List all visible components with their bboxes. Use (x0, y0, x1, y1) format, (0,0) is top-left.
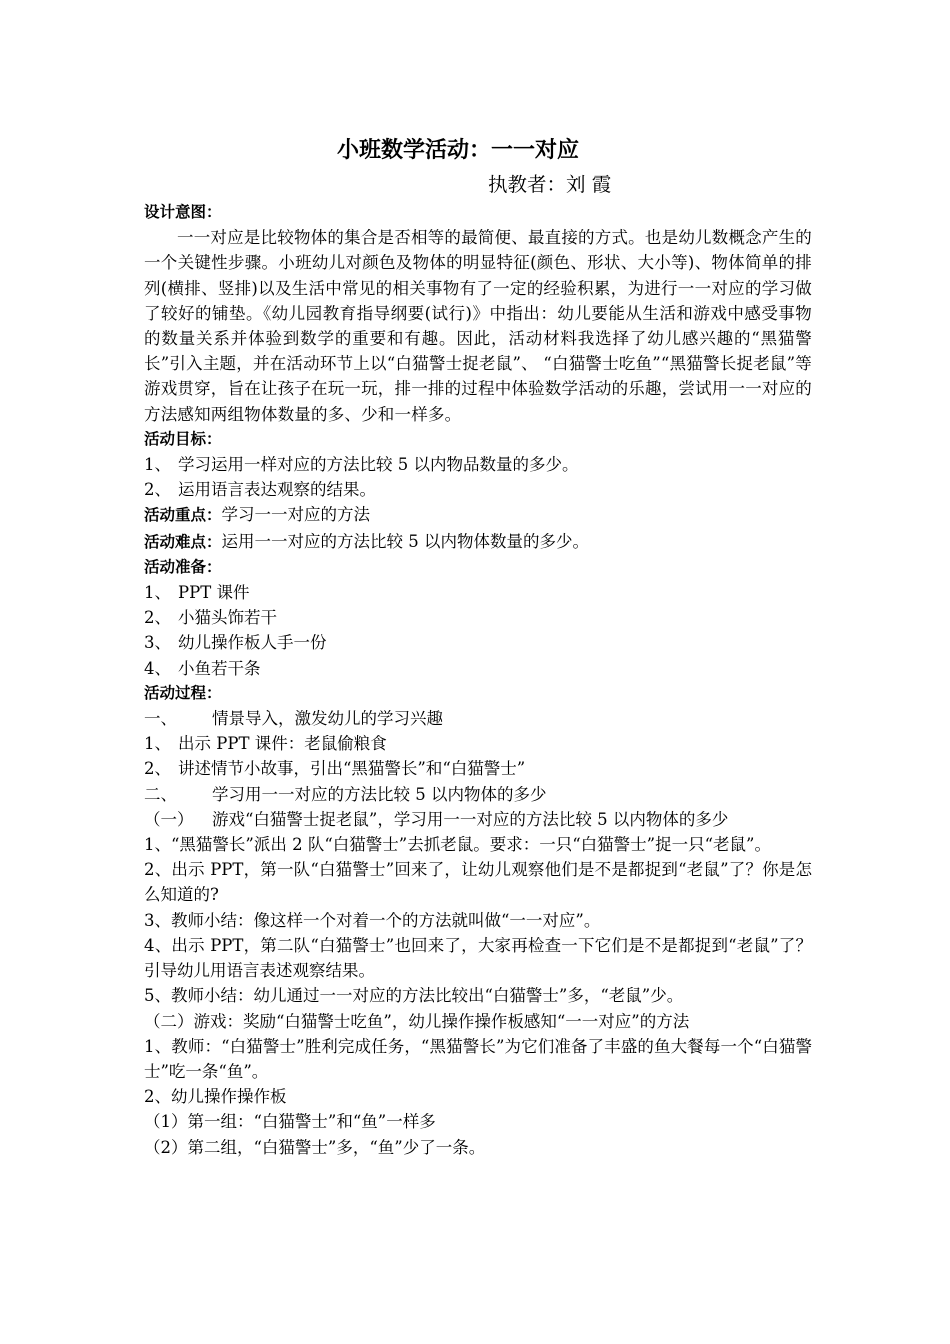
list-text: 讲述情节小故事，引出“黑猫警长”和“白猫警士” (178, 759, 526, 779)
list-number: 3、 (144, 633, 171, 653)
list-item (144, 452, 812, 477)
author-line: 执教者：刘 霞 (488, 173, 612, 196)
list-text: 运用语言表达观察的结果。 (178, 480, 376, 500)
list-number: 2、 (144, 759, 171, 779)
goals-heading: 活动目标： (144, 429, 222, 448)
list-text: 小鱼若干条 (178, 658, 261, 678)
step-paragraph: 4、出示 PPT，第二队“白猫警士”也回来了，大家再检查一下它们是不是都捉到“老鼠”了？引导幼儿用语言表述观察结果。 (144, 935, 812, 981)
list-number: 2、 (144, 608, 171, 628)
document-page (144, 132, 812, 1160)
list-text: 幼儿操作板人手一份 (178, 633, 327, 653)
step-paragraph: 1、“黑猫警长”派出 2 队“白猫警士”去抓老鼠。要求：一只“白猫警士”捉一只“老鼠”。 (144, 835, 771, 855)
preparation-heading: 活动准备： (144, 557, 222, 576)
process-heading: 活动过程： (144, 683, 222, 702)
list-text: PPT 课件 (178, 583, 250, 603)
list-item (144, 580, 812, 605)
subsection-text: 游戏“白猫警士捉老鼠”，学习用一一对应的方法比较 5 以内物体的多少 (212, 809, 729, 829)
list-item (144, 477, 812, 502)
step-paragraph: 1、教师：“白猫警士”胜利完成任务，“黑猫警长”为它们准备了丰盛的鱼大餐每一个“白猫警士”吃一条“鱼”。 (144, 1036, 812, 1081)
list-number: 1、 (144, 455, 171, 475)
list-text: 小猫头饰若干 (178, 608, 277, 628)
list-text: 学习运用一样对应的方法比较 5 以内物品数量的多少。 (178, 455, 579, 475)
section-heading (144, 706, 812, 731)
list-number: 1、 (144, 583, 171, 603)
difficulty-line (144, 529, 812, 555)
difficulty-text: 运用一一对应的方法比较 5 以内物体数量的多少。 (221, 531, 590, 551)
document-title: 小班数学活动：一一对应 (336, 138, 579, 163)
section-number: 一、 (144, 709, 177, 729)
list-item (144, 656, 812, 681)
list-number: 2、 (144, 480, 171, 500)
design-intent-heading: 设计意图： (144, 203, 222, 221)
list-item (144, 605, 812, 630)
subsection-heading (144, 807, 812, 832)
list-item (144, 756, 812, 781)
difficulty-label: 活动难点： (144, 532, 222, 551)
subsection-number: （一） (144, 809, 194, 829)
key-point-label: 活动重点： (144, 506, 222, 525)
section-heading (144, 782, 812, 807)
list-number: 4、 (144, 658, 171, 678)
step-paragraph: 2、幼儿操作操作板 (144, 1087, 287, 1107)
section-text: 学习用一一对应的方法比较 5 以内物体的多少 (212, 784, 547, 804)
list-text: 出示 PPT 课件：老鼠偷粮食 (178, 734, 387, 754)
section-text: 情景导入，激发幼儿的学习兴趣 (212, 709, 443, 729)
key-point-text: 学习一一对应的方法 (221, 505, 371, 525)
list-item (144, 630, 812, 655)
step-paragraph: （1）第一组：“白猫警士”和“鱼”一样多 (144, 1112, 436, 1132)
step-paragraph: （2）第二组，“白猫警士”多，“鱼”少了一条。 (144, 1137, 486, 1157)
step-paragraph: 3、教师小结：像这样一个对着一个的方法就叫做“一一对应”。 (144, 910, 601, 930)
subsection-heading: （二）游戏：奖励“白猫警士吃鱼”，幼儿操作操作板感知“一一对应”的方法 (144, 1011, 690, 1031)
step-paragraph: 2、出示 PPT，第一队“白猫警士”回来了，让幼儿观察他们是不是都捉到“老鼠”了？你是怎么知道的? (144, 860, 812, 905)
list-item (144, 731, 812, 756)
section-number: 二、 (144, 784, 177, 804)
key-point-line (144, 502, 812, 528)
list-number: 1、 (144, 734, 171, 754)
step-paragraph: 5、教师小结：幼儿通过一一对应的方法比较出“白猫警士”多，“老鼠”少。 (144, 986, 684, 1006)
design-intent-body: 一一对应是比较物体的集合是否相等的最简便、最直接的方式。也是幼儿数概念产生的一个关键性步骤。小班幼儿对颜色及物体的明显特征(颜色、形状、大小等)、物体简单的排列(横排、竖排)以及生活中常见的相关事物有了一定的经验积累，为进行一一对应的学习做了较好的铺垫。《幼儿园教育指导纲要(试行)》中指出：幼儿要能从生活和游戏中感受事物的数量关系并体验到数学的重要和有趣。因此，活动材料我选择了幼儿感兴趣的“黑猫警长”引入主题，并在活动环节上以“白猫警士捉老鼠”、 “白猫警士吃鱼”“黑猫警长捉老鼠”等游戏贯穿，旨在让孩子在玩一玩，排一排的过程中体验数学活动的乐趣，尝试用一一对应的方法感知两组物体数量的多、少和一样多。 (144, 228, 812, 424)
